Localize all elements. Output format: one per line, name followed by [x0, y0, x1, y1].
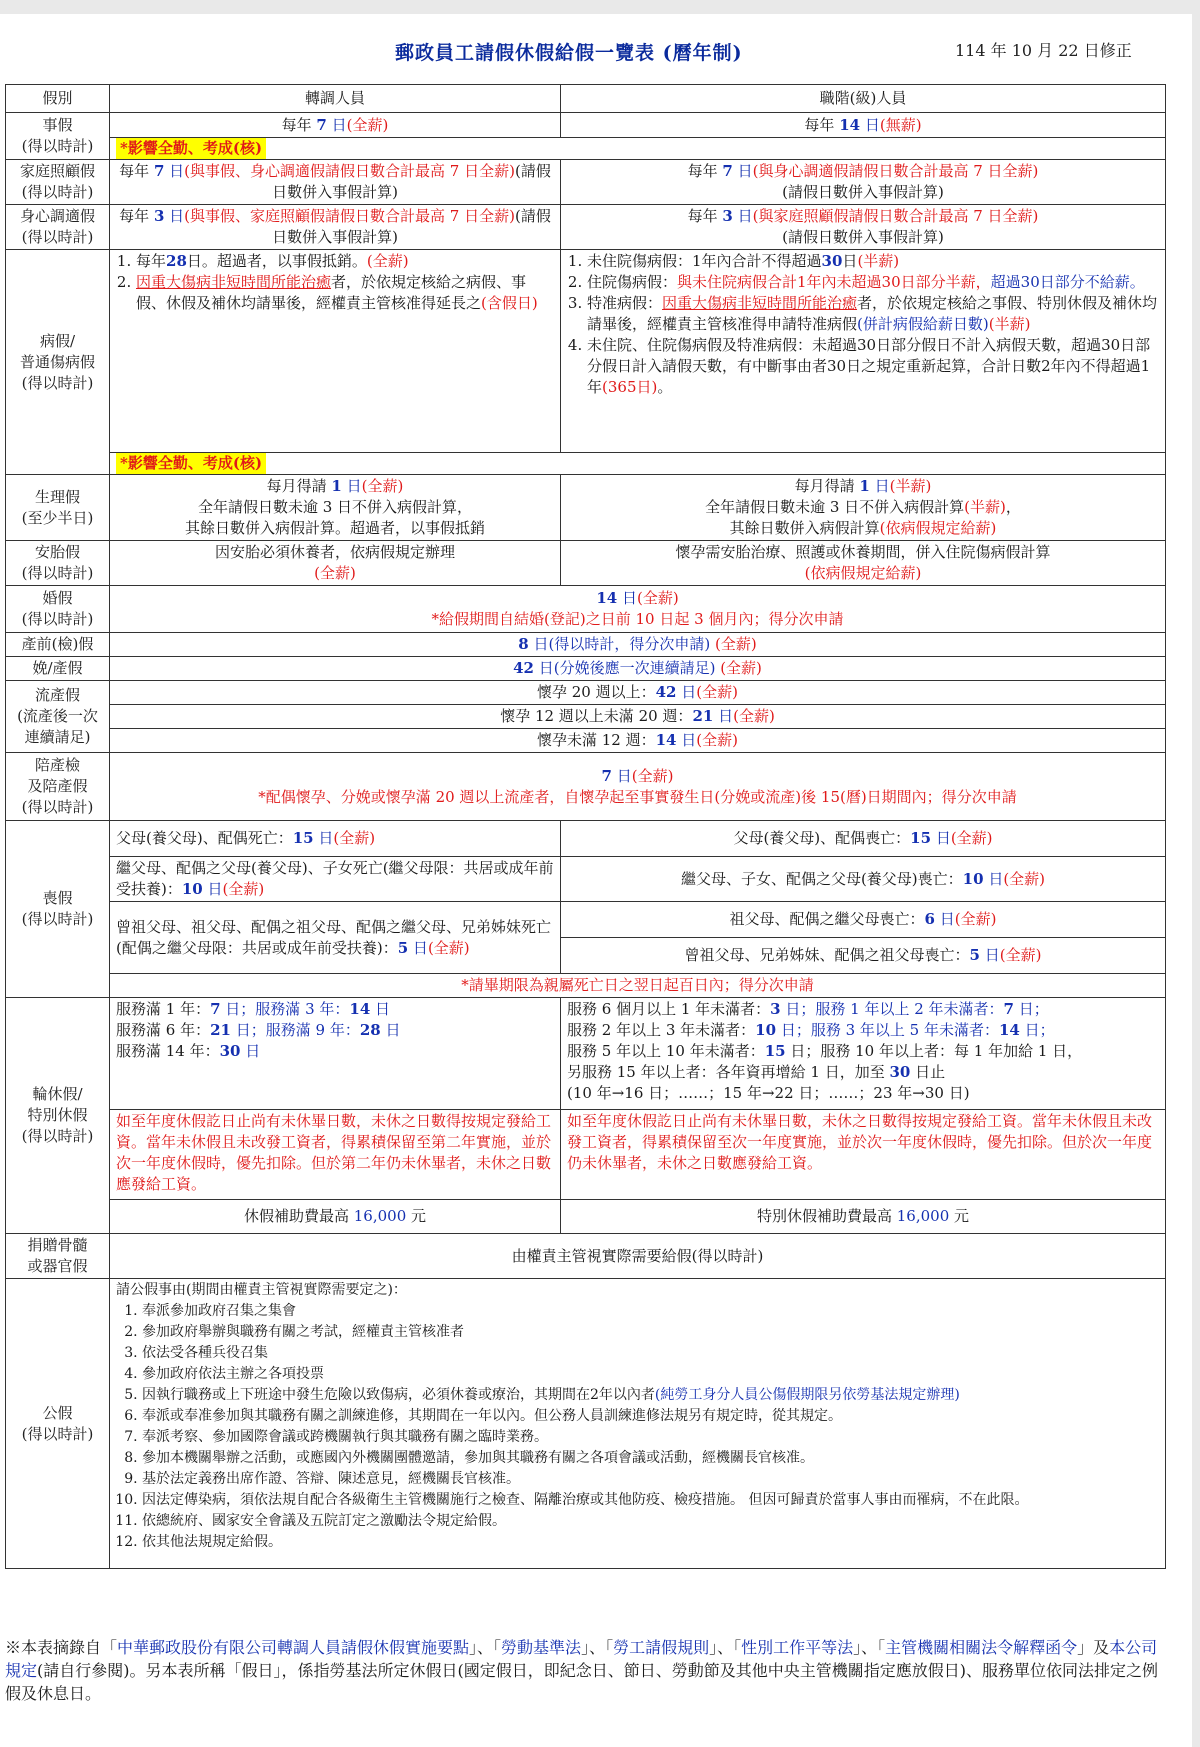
revision-date: 114 年 10 月 22 日修正	[955, 41, 1132, 60]
impact-note	[110, 453, 1166, 475]
type-miscarriage: 流產假 (流產後一次 連續請足)	[6, 681, 110, 753]
impact-badge: *影響全勤、考成(核)	[116, 138, 266, 159]
miscarriage-12w: 懷孕 12 週以上未滿 20 週：21 日(全薪)	[110, 705, 1166, 729]
list-item: 4. 未住院、住院傷病假及特准病假：未超過30日部分假日不計入病假天數，超過30日部分假日計入請假天數，有中斷事由者30日之規定重新起算，合計日數2年內不得超過1年(365日)。	[587, 335, 1159, 398]
list-item: 3. 依法受各種兵役召集	[142, 1343, 1159, 1364]
row-funeral-3	[6, 902, 1166, 938]
pregnancy-grade: 懷孕需安胎治療、照護或休養期間，併入住院傷病假計算 (依病假規定給薪)	[561, 541, 1166, 586]
type-prenatal: 產前(檢)假	[6, 633, 110, 657]
row-sick-impact	[6, 453, 1166, 475]
annual-grade-days: 服務 6 個月以上 1 年未滿者：3 日；服務 1 年以上 2 年未滿者：7 日； 服務 2 年以上 3 年未滿者：10 日；服務 3 年以上 5 年未滿者：14 日； 服務 5 年以上 10 年未滿者：15 日；服務 10 年以上者：每 1 年加給 1 日， 另服務 15 年以上者：各年資再增給 1 日，加至 30 日止 (10 年→16 日；……；15 年→22 日；……；23 年→30 日)	[561, 998, 1166, 1110]
official-content: 請公假事由(期間由權責主管視實際需要定之)： 1. 奉派參加政府召集之集會 2. 參加政府舉辦與職務有關之考試，經權責主管核准者 3. 依法受各種兵役召集 4. 參加政府依法主辦之各項投票 5. 因執行職務或上下班途中發生危險以致傷病，必須休養或療治，其期間在2年以內者(純勞工身分人員公傷假期限另依勞基法規定辦理) 6. 奉派或奉准參加與其職務有關之訓練進修，其期間在一年以內。但公務人員訓練進修法規另有規定時，從其規定。 7. 奉派考察、參加國際會議或跨機關執行與其職務有關之臨時業務。 8. 參加本機關舉辦之活動，或應國內外機關團體邀請，參加與其職務有關之各項會議或活動，經機關長官核准。 9. 基於法定義務出席作證、答辯、陳述意見，經機關長官核准。 10. 因法定傳染病，須依法規自配合各級衛生主管機關施行之檢查、隔離治療或其他防疫、檢疫措施。 但因可歸責於當事人事由而罹病，不在此限。 11. 依總統府、國家安全會議及五院訂定之激勵法令規定給假。 12. 依其他法規規定給假。	[110, 1279, 1166, 1569]
list-item: 2. 因重大傷病非短時間所能治癒者，於依規定核給之病假、事假、休假及補休均請畢後，經權責主管核准得延長之(含假日)	[136, 272, 554, 314]
row-sick-leave	[6, 250, 1166, 453]
row-annual-2	[6, 1110, 1166, 1200]
list-item: 9. 基於法定義務出席作證、答辯、陳述意見，經機關長官核准。	[142, 1469, 1159, 1490]
row-marriage	[6, 586, 1166, 633]
row-funeral-1	[6, 821, 1166, 857]
personal-grade: 每年 14 日(無薪)	[561, 113, 1166, 138]
document-sheet	[0, 14, 1192, 1747]
type-wellness: 身心調適假 (得以時計)	[6, 205, 110, 250]
prenatal-content: 8 日(得以時計，得分次申請) (全薪)	[110, 633, 1166, 657]
sick-transfer	[110, 250, 561, 453]
list-item: 3. 特准病假：因重大傷病非短時間所能治癒者，於依規定核給之事假、特別休假及補休均請畢後，經權責主管核准得申請特准病假(併計病假給薪日數)(半薪)	[587, 293, 1159, 335]
table-header-row	[6, 85, 1166, 113]
list-item: 11. 依總統府、國家安全會議及五院訂定之激勵法令規定給假。	[142, 1511, 1159, 1532]
miscarriage-under12w: 懷孕未滿 12 週：14 日(全薪)	[110, 729, 1166, 753]
family-transfer: 每年 7 日(與事假、身心調適假請假日數合計最高 7 日全薪)(請假日數併入事假計算)	[110, 160, 561, 205]
type-family: 家庭照顧假 (得以時計)	[6, 160, 110, 205]
wellness-transfer: 每年 3 日(與事假、家庭照顧假請假日數合計最高 7 日全薪)(請假日數併入事假計算)	[110, 205, 561, 250]
funeral-grade-2: 繼父母、子女、配偶之父母(養父母)喪亡：10 日(全薪)	[561, 857, 1166, 902]
type-paternity: 陪產檢 及陪產假 (得以時計)	[6, 753, 110, 821]
menstrual-grade: 每月得請 1 日(半薪) 全年請假日數未逾 3 日不併入病假計算(半薪)， 其餘日數併入病假計算(依病假規定給薪)	[561, 475, 1166, 541]
type-name: 事假	[42, 116, 73, 134]
list-item: 7. 奉派考察、參加國際會議或跨機關執行與其職務有關之臨時業務。	[142, 1427, 1159, 1448]
list-item: 5. 因執行職務或上下班途中發生危險以致傷病，必須休養或療治，其期間在2年以內者(純勞工身分人員公傷假期限另依勞基法規定辦理)	[142, 1385, 1159, 1406]
funeral-grade-4: 曾祖父母、兄弟姊妹、配偶之祖父母喪亡：5 日(全薪)	[561, 938, 1166, 974]
pregnancy-transfer: 因安胎必須休養者，依病假規定辦理 (全薪)	[110, 541, 561, 586]
impact-note	[110, 138, 1166, 160]
row-annual-1	[6, 998, 1166, 1110]
menstrual-transfer: 每月得請 1 日(全薪) 全年請假日數未逾 3 日不併入病假計算， 其餘日數併入病假計算。超過者，以事假抵銷	[110, 475, 561, 541]
row-funeral-2	[6, 857, 1166, 902]
list-item: 6. 奉派或奉准參加與其職務有關之訓練進修，其期間在一年以內。但公務人員訓練進修法規另有規定時，從其規定。	[142, 1406, 1159, 1427]
list-item: 8. 參加本機關舉辦之活動，或應國內外機關團體邀請，參加與其職務有關之各項會議或活動，經機關長官核准。	[142, 1448, 1159, 1469]
sick-grade	[561, 250, 1166, 453]
row-personal-leave	[6, 113, 1166, 138]
row-funeral-note	[6, 974, 1166, 998]
donation-content: 由權責主管視實際需要給假(得以時計)	[110, 1234, 1166, 1279]
list-item: 2. 住院傷病假：與未住院病假合計1年內未超過30日部分半薪，超過30日部分不給薪。	[587, 272, 1159, 293]
annual-transfer-days: 服務滿 1 年：7 日；服務滿 3 年：14 日 服務滿 6 年：21 日；服務滿 9 年：28 日 服務滿 14 年：30 日	[110, 998, 561, 1110]
funeral-note: *請畢期限為親屬死亡日之翌日起百日內；得分次申請	[110, 974, 1166, 998]
row-paternity	[6, 753, 1166, 821]
annual-grade-carryover: 如至年度休假訖日止尚有未休畢日數，未休之日數得按規定發給工資。當年未休假且未改發工資者，得累積保留至次一年度實施，並於次一年度休假時，優先扣除。但於次一年度仍未休畢者，未休之日數應發給工資。	[561, 1110, 1166, 1200]
row-menstrual	[6, 475, 1166, 541]
personal-transfer: 每年 7 日(全薪)	[110, 113, 561, 138]
type-official: 公假 (得以時計)	[6, 1279, 110, 1569]
row-maternity	[6, 657, 1166, 681]
type-sub: (得以時計)	[21, 137, 94, 155]
list-item: 1. 未住院傷病假：1年內合計不得超過30日(半薪)	[587, 251, 1159, 272]
row-annual-3	[6, 1200, 1166, 1234]
type-marriage: 婚假 (得以時計)	[6, 586, 110, 633]
row-miscarriage-1	[6, 681, 1166, 705]
funeral-transfer-3: 曾祖父母、祖父母、配偶之祖父母、配偶之繼父母、兄弟姊妹死亡(配偶之繼父母限：共居或成年前受扶養)：5 日(全薪)	[110, 902, 561, 974]
header-grade: 職階(級)人員	[561, 85, 1166, 113]
funeral-grade-1: 父母(養父母)、配偶喪亡：15 日(全薪)	[561, 821, 1166, 857]
miscarriage-20w: 懷孕 20 週以上：42 日(全薪)	[110, 681, 1166, 705]
funeral-transfer-2: 繼父母、配偶之父母(養父母)、子女死亡(繼父母限：共居或成年前受扶養)：10 日(全薪)	[110, 857, 561, 902]
impact-badge: *影響全勤、考成(核)	[116, 453, 266, 474]
header-transfer: 轉調人員	[110, 85, 561, 113]
list-item: 4. 參加政府依法主辦之各項投票	[142, 1364, 1159, 1385]
list-item: 10. 因法定傳染病，須依法規自配合各級衛生主管機關施行之檢查、隔離治療或其他防疫、檢疫措施。 但因可歸責於當事人事由而罹病，不在此限。	[142, 1490, 1159, 1511]
annual-transfer-subsidy: 休假補助費最高 16,000 元	[110, 1200, 561, 1234]
type-maternity: 娩/產假	[6, 657, 110, 681]
paternity-content: 7 日(全薪) *配偶懷孕、分娩或懷孕滿 20 週以上流產者，自懷孕起至事實發生日(分娩或流產)後 15(曆)日期間內；得分次申請	[110, 753, 1166, 821]
footnote: ※本表摘錄自「中華郵政股份有限公司轉調人員請假休假實施要點」、「勞動基準法」、「勞工請假規則」、「性別工作平等法」、「主管機關相關法令解釋函令」及本公司規定(請自行參閱)。另本表所稱「假日」，係指勞基法所定休假日(國定假日，即紀念日、節日、勞動節及其他中央主管機關指定應放假日)、服務單位依同法排定之例假及休息日。	[5, 1638, 1158, 1703]
list-item: 12. 依其他法規規定給假。	[142, 1532, 1159, 1553]
row-official	[6, 1279, 1166, 1569]
row-personal-impact	[6, 138, 1166, 160]
type-menstrual: 生理假 (至少半日)	[6, 475, 110, 541]
maternity-content: 42 日(分娩後應一次連續請足) (全薪)	[110, 657, 1166, 681]
list-item: 1. 奉派參加政府召集之集會	[142, 1301, 1159, 1322]
type-sick: 病假/ 普通傷病假 (得以時計)	[6, 250, 110, 475]
type-donation: 捐贈骨髓 或器官假	[6, 1234, 110, 1279]
row-donation	[6, 1234, 1166, 1279]
row-pregnancy	[6, 541, 1166, 586]
annual-transfer-carryover: 如至年度休假訖日止尚有未休畢日數，未休之日數得按規定發給工資。當年未休假且未改發工資者，得累積保留至第二年實施，並於次一年度休假時，優先扣除。但於第二年仍未休畢者，未休之日數應發給工資。	[110, 1110, 561, 1200]
wellness-grade: 每年 3 日(與家庭照顧假請假日數合計最高 7 日全薪) (請假日數併入事假計算)	[561, 205, 1166, 250]
header-type: 假別	[6, 85, 110, 113]
row-prenatal	[6, 633, 1166, 657]
row-family-care	[6, 160, 1166, 205]
list-item: 2. 參加政府舉辦與職務有關之考試，經權責主管核准者	[142, 1322, 1159, 1343]
row-miscarriage-2	[6, 705, 1166, 729]
type-pregnancy: 安胎假 (得以時計)	[6, 541, 110, 586]
type-funeral: 喪假 (得以時計)	[6, 821, 110, 998]
type-annual: 輪休假/ 特別休假 (得以時計)	[6, 998, 110, 1234]
funeral-transfer-1: 父母(養父母)、配偶死亡：15 日(全薪)	[110, 821, 561, 857]
family-grade: 每年 7 日(與身心調適假請假日數合計最高 7 日全薪) (請假日數併入事假計算)	[561, 160, 1166, 205]
row-miscarriage-3	[6, 729, 1166, 753]
annual-grade-subsidy: 特別休假補助費最高 16,000 元	[561, 1200, 1166, 1234]
type-personal	[6, 113, 110, 160]
marriage-content: 14 日(全薪) *給假期間自結婚(登記)之日前 10 日起 3 個月內；得分次申請	[110, 586, 1166, 633]
funeral-grade-3: 祖父母、配偶之繼父母喪亡：6 日(全薪)	[561, 902, 1166, 938]
document-title: 郵政員工請假休假給假一覽表 (曆年制)	[395, 42, 743, 64]
leave-table	[5, 84, 1166, 1569]
list-item: 1. 每年28日。超過者，以事假抵銷。(全薪)	[136, 251, 554, 272]
row-wellness	[6, 205, 1166, 250]
